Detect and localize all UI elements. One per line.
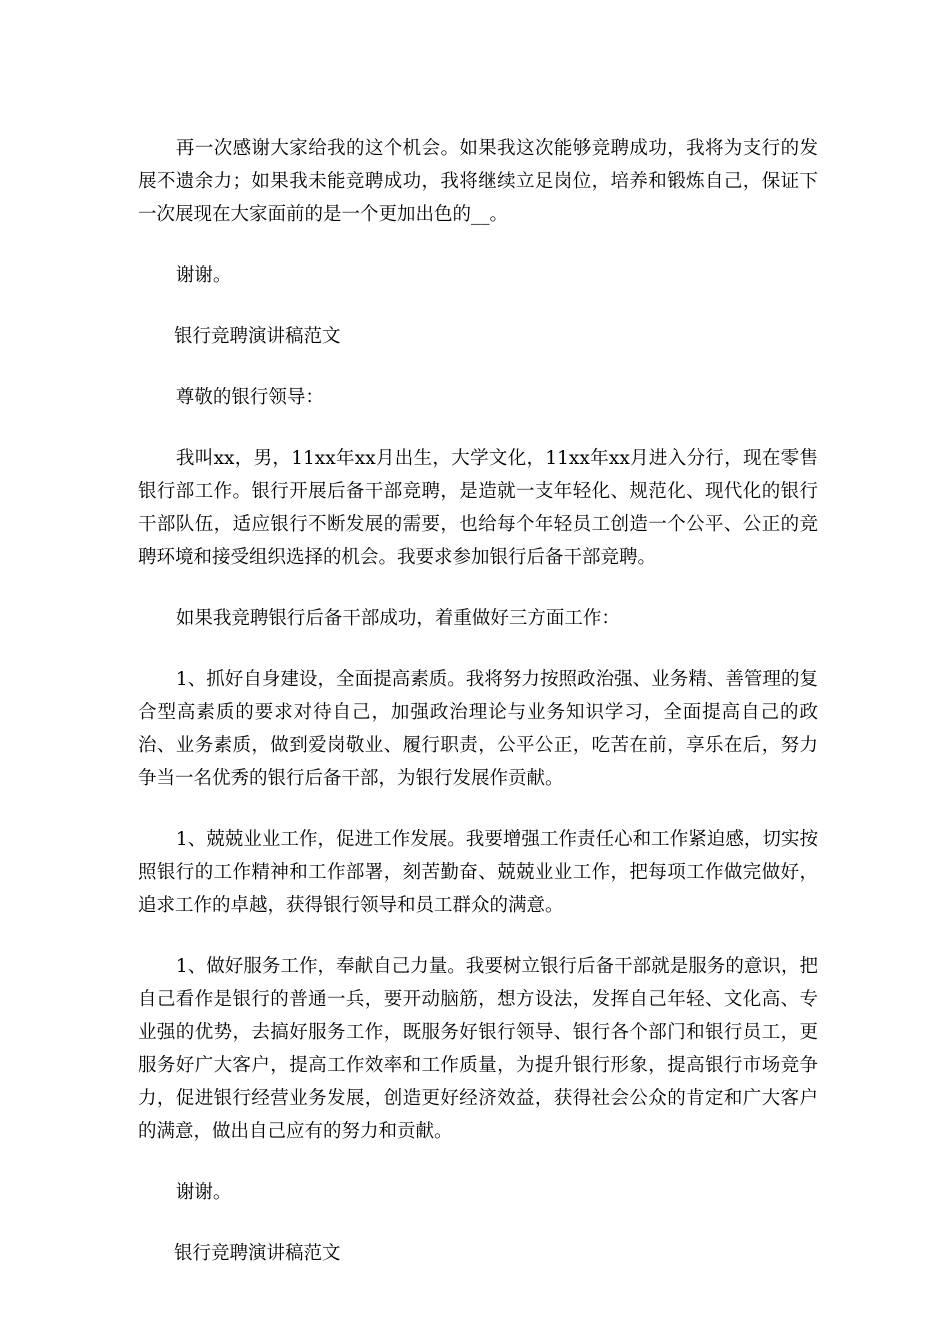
section-heading: 银行竞聘演讲稿范文	[174, 1243, 341, 1264]
paragraph-work-plan-intro: 如果我竞聘银行后备干部成功，着重做好三方面工作：	[175, 608, 620, 629]
salutation: 尊敬的银行领导：	[175, 387, 324, 408]
section-heading: 银行竞聘演讲稿范文	[174, 326, 341, 347]
paragraph-thank-you: 谢谢。	[175, 265, 232, 286]
paragraph-plan-item: 1、抓好自身建设，全面提高素质。我将努力按照政治强、业务精、善管理的复合型高素质的要求对待自己，加强政治理论与业务知识学习，全面提高自己的政治、业务素质，做到爱岗敬业、履行职责，公平公正，吃苦在前，享乐在后，努力争当一名优秀的银行后备干部，为银行发展作贡献。	[138, 669, 818, 789]
paragraph-plan-item: 1、做好服务工作，奉献自己力量。我要树立银行后备干部就是服务的意识，把自己看作是银行的普通一兵，要开动脑筋，想方设法，发挥自己年轻、文化高、专业强的优势，去搞好服务工作，既服务好银行领导、银行各个部门和银行员工，更服务好广大客户，提高工作效率和工作质量，为提升银行形象，提高银行市场竞争力，促进银行经营业务发展，创造更好经济效益，获得社会公众的肯定和广大客户的满意，做出自己应有的努力和贡献。	[138, 956, 818, 1142]
document-body	[138, 132, 818, 1298]
paragraph-thank-you: 谢谢。	[175, 1182, 232, 1203]
paragraph-self-introduction: 我叫xx，男，11xx年xx月出生，大学文化，11xx年xx月进入分行，现在零售银行部工作。银行开展后备干部竞聘，是造就一支年轻化、规范化、现代化的银行干部队伍，适应银行不断发展的需要，也给每个年轻员工创造一个公平、公正的竞聘环境和接受组织选择的机会。我要求参加银行后备干部竞聘。	[138, 448, 818, 568]
paragraph-closing-thanks: 再一次感谢大家给我的这个机会。如果我这次能够竞聘成功，我将为支行的发展不遗余力；如果我未能竞聘成功，我将继续立足岗位，培养和锻炼自己，保证下一次展现在大家面前的是一个更加出色的__。	[138, 138, 818, 225]
paragraph-plan-item: 1、兢兢业业工作，促进工作发展。我要增强工作责任心和工作紧迫感，切实按照银行的工作精神和工作部署，刻苦勤奋、兢兢业业工作，把每项工作做完做好，追求工作的卓越，获得银行领导和员工群众的满意。	[138, 829, 818, 916]
